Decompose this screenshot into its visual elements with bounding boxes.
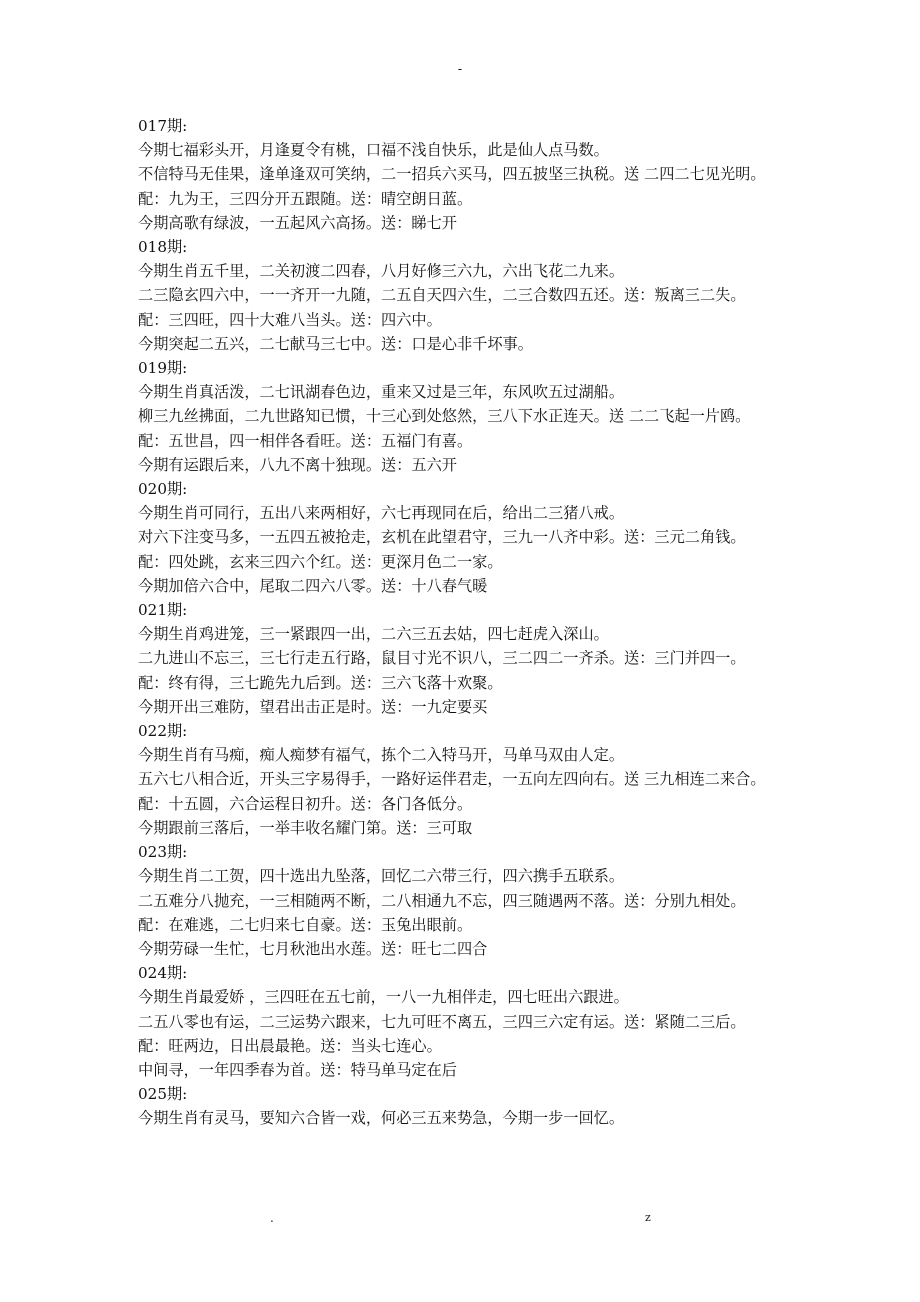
text-line: 柳三九丝拂面，二九世路知已惯，十三心到处悠然，三八下水正连天。送 二二飞起一片鸥。: [138, 407, 751, 426]
footer-mark-right: z: [645, 1211, 651, 1224]
text-line: 配：旺两边，日出晨最艳。送：当头七连心。: [138, 1036, 442, 1055]
text-line: 今期生肖真活泼，二七讯湖春色边，重来又过是三年，东风吹五过湖船。: [138, 383, 624, 402]
text-line: 配：在难逃，二七归来七自豪。送：玉兔出眼前。: [138, 915, 473, 934]
text-line: 今期生肖二工贺，四十选出九坠落，回忆二六带三行，四六携手五联系。: [138, 867, 624, 886]
text-line: 二五八零也有运，二三运势六跟来，七九可旺不离五，三四三六定有运。送：紧随二三后。: [138, 1012, 746, 1031]
text-line: 配：五世昌，四一相伴各看旺。送：五福门有喜。: [138, 431, 473, 450]
text-line: 配：九为王，三四分开五跟随。送：晴空朗日蓝。: [138, 189, 473, 208]
text-line: 今期跟前三落后，一举丰收名耀门第。送：三可取: [138, 818, 473, 837]
header-mark: -: [457, 62, 463, 77]
text-line: 今期有运跟后来，八九不离十独现。送：五六开: [138, 455, 457, 474]
issue-heading: 023期:: [138, 843, 188, 862]
text-line: 今期生肖有灵马，要知六合皆一戏，何必三五来势急，今期一步一回忆。: [138, 1109, 624, 1128]
text-line: 配：十五圆，六合运程日初升。送：各门各低分。: [138, 794, 473, 813]
text-line: 今期生肖五千里，二关初渡二四春，八月好修三六九，六出飞花二九来。: [138, 262, 624, 281]
text-line: 对六下注变马多，一五四五被抢走，玄机在此望君守，三九一八齐中彩。送：三元二角钱。: [138, 528, 746, 547]
text-line: 不信特马无佳果，逢单逢双可笑纳，二一招兵六买马，四五披坚三执税。送 二四二七见光明。: [138, 165, 766, 184]
text-line: 今期生肖最爱娇 ，三四旺在五七前，一八一九相伴走，四七旺出六跟进。: [138, 988, 629, 1007]
issue-heading: 019期:: [138, 359, 188, 378]
document-body: [138, 114, 788, 1131]
text-line: 今期高歌有绿波，一五起风六高扬。送：睇七开: [138, 213, 457, 232]
text-line: 配：终有得，三七跪先九后到。送：三六飞落十欢聚。: [138, 673, 503, 692]
footer-mark-left: .: [270, 1211, 274, 1225]
text-line: 二三隐玄四六中，一一齐开一九随，二五自天四六生，二三合数四五还。送：叛离三二失。: [138, 286, 746, 305]
text-line: 中间寻，一年四季春为首。送：特马单马定在后: [138, 1060, 457, 1079]
issue-heading: 024期:: [138, 964, 188, 983]
text-line: 五六七八相合近，开头三字易得手，一路好运伴君走，一五向左四向右。送 三九相连二来合。: [138, 770, 766, 789]
issue-heading: 021期:: [138, 601, 188, 620]
issue-heading: 018期:: [138, 238, 188, 257]
text-line: 配：三四旺，四十大难八当头。送：四六中。: [138, 310, 442, 329]
issue-heading: 025期:: [138, 1085, 188, 1104]
text-line: 二九进山不忘三，三七行走五行路，鼠目寸光不识八，三二四二一齐杀。送：三门并四一。: [138, 649, 746, 668]
issue-heading: 020期:: [138, 480, 188, 499]
text-line: 今期开出三难防，望君出击正是时。送：一九定要买: [138, 697, 488, 716]
issue-heading: 022期:: [138, 722, 188, 741]
text-line: 二五难分八抛充，一三相随两不断，二八相通九不忘，四三随遇两不落。送：分别九相处。: [138, 891, 746, 910]
issue-heading: 017期:: [138, 117, 188, 135]
text-line: 今期生肖有马痴，痴人痴梦有福气，拣个二入特马开，马单马双由人定。: [138, 746, 624, 765]
text-line: 今期生肖可同行，五出八来两相好，六七再现同在后，给出二三猪八戒。: [138, 504, 624, 523]
text-line: 今期生肖鸡进笼，三一紧跟四一出，二六三五去姑，四七赶虎入深山。: [138, 625, 609, 644]
text-line: 今期七福彩头开，月逢夏令有桃，口福不浅自快乐，此是仙人点马数。: [138, 141, 609, 160]
text-line: 今期加倍六合中，尾取二四六八零。送：十八春气暖: [138, 576, 488, 595]
text-line: 今期突起二五兴，二七献马三七中。送：口是心非千坏事。: [138, 334, 533, 353]
text-line: 配：四处跳，玄来三四六个红。送：更深月色二一家。: [138, 552, 503, 571]
text-line: 今期劳碌一生忙，七月秋池出水莲。送：旺七二四合: [138, 939, 488, 958]
